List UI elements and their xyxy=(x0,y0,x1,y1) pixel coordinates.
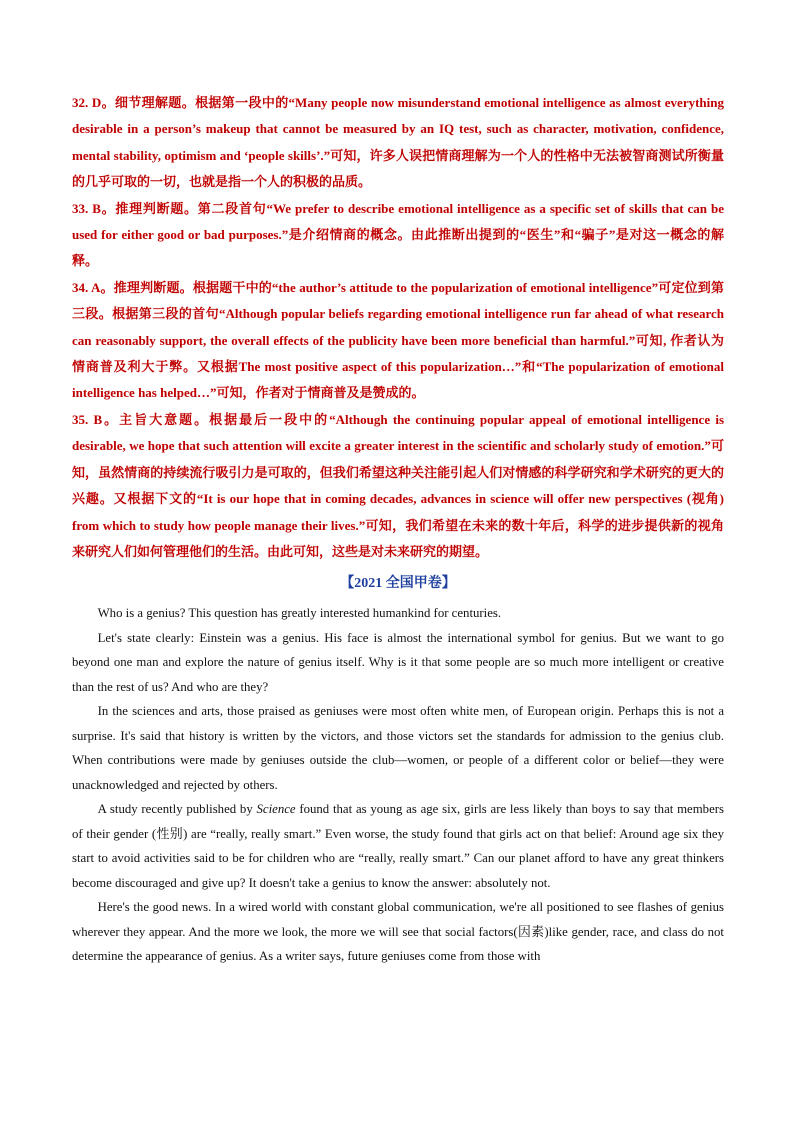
section-title: 【2021 全国甲卷】 xyxy=(340,576,456,592)
passage-paragraph-1: Who is a genius? This question has greatly interested humankind for centuries. xyxy=(97,606,502,621)
paragraph-4-lead: A study recently published by xyxy=(97,802,257,817)
answer-34: 34. A。推理判断题。根据题干中的“the author’s attitude to the popularization of emotional intelligence”可定位到第三段。根据第三段的首句“Although popular beliefs regarding emotional intelligence run far ahead of what research can reasonably support, the overall effects of the publicity have been more beneficial than harmful.”可知, 作者认为情商普及利大于弊。又根据The most positive aspect of this popularization…”和“The popularization of emotional intelligence has helped…”可知，作者对于情商普及是赞成的。 xyxy=(72,279,724,401)
document-page xyxy=(72,90,724,969)
answer-32: 32. D。细节理解题。根据第一段中的“Many people now misunderstand emotional intelligence as almost everything desirable in a person’s makeup that cannot be measured by an IQ test, such as character, motivation, confidence, mental stability, optimism and ‘people skills’.”可知，许多人误把情商理解为一个人的性格中无法被智商测试所衡量的几乎可取的一切，也就是指一个人的积极的品质。 xyxy=(72,95,724,190)
answer-explanations xyxy=(72,90,724,565)
passage-paragraph-2: Let's state clearly: Einstein was a genius. His face is almost the international symbol for genius. But we want to go beyond one man and explore the nature of genius itself. Why is it that some people are so much more intelligent or creative than the rest of us? And who are they? xyxy=(72,630,724,694)
reading-passage xyxy=(72,601,724,969)
passage-paragraph-5: Here's the good news. In a wired world with constant global communication, we're all positioned to see flashes of genius wherever they appear. And the more we look, the more we will see that social factors(因素)like gender, race, and class do not determine the appearance of genius. As a writer says, future geniuses come from those with xyxy=(72,900,724,964)
journal-name: Science xyxy=(256,802,296,817)
passage-paragraph-3: In the sciences and arts, those praised as geniuses were most often white men, of European origin. Perhaps this is not a surprise. It's said that history is written by the victors, and those victors set the standards for admission to the genius club. When contributions were made by geniuses outside the club—women, or people of a different color or belief—they were unacknowledged and rejected by others. xyxy=(72,704,724,792)
answer-35: 35. B。主旨大意题。根据最后一段中的“Although the continuing popular appeal of emotional intelligence is desirable, we hope that such attention will excite a greater interest in the scientific and scholarly study of emotion.”可知，虽然情商的持续流行吸引力是可取的，但我们希望这种关注能引起人们对情感的科学研究和学术研究的更大的兴趣。又根据下文的“It is our hope that in coming decades, advances in science will offer new perspectives (视角) from which to study how people manage their lives.”可知，我们希望在未来的数十年后，科学的进步提供新的视角来研究人们如何管理他们的生活。由此可知，这些是对未来研究的期望。 xyxy=(72,411,724,559)
passage-paragraph-4 xyxy=(72,797,724,895)
answer-33: 33. B。推理判断题。第二段首句“We prefer to describe emotional intelligence as a specific set of skills that can be used for either good or bad purposes.”是介绍情商的概念。由此推断出提到的“医生”和“骗子”是对这一概念的解释。 xyxy=(72,200,724,269)
paragraph-4-rest: found that as young as age six, girls are less likely than boys to say that members of their gender (性别) are “really, really smart.” Even worse, the study found that girls act on that belief: Around age six they start to avoid activities said to be for children who are “really, really smart.” Can our planet afford to have any great thinkers become discouraged and give up? It doesn't take a genius to know the answer: absolutely not. xyxy=(72,802,724,890)
